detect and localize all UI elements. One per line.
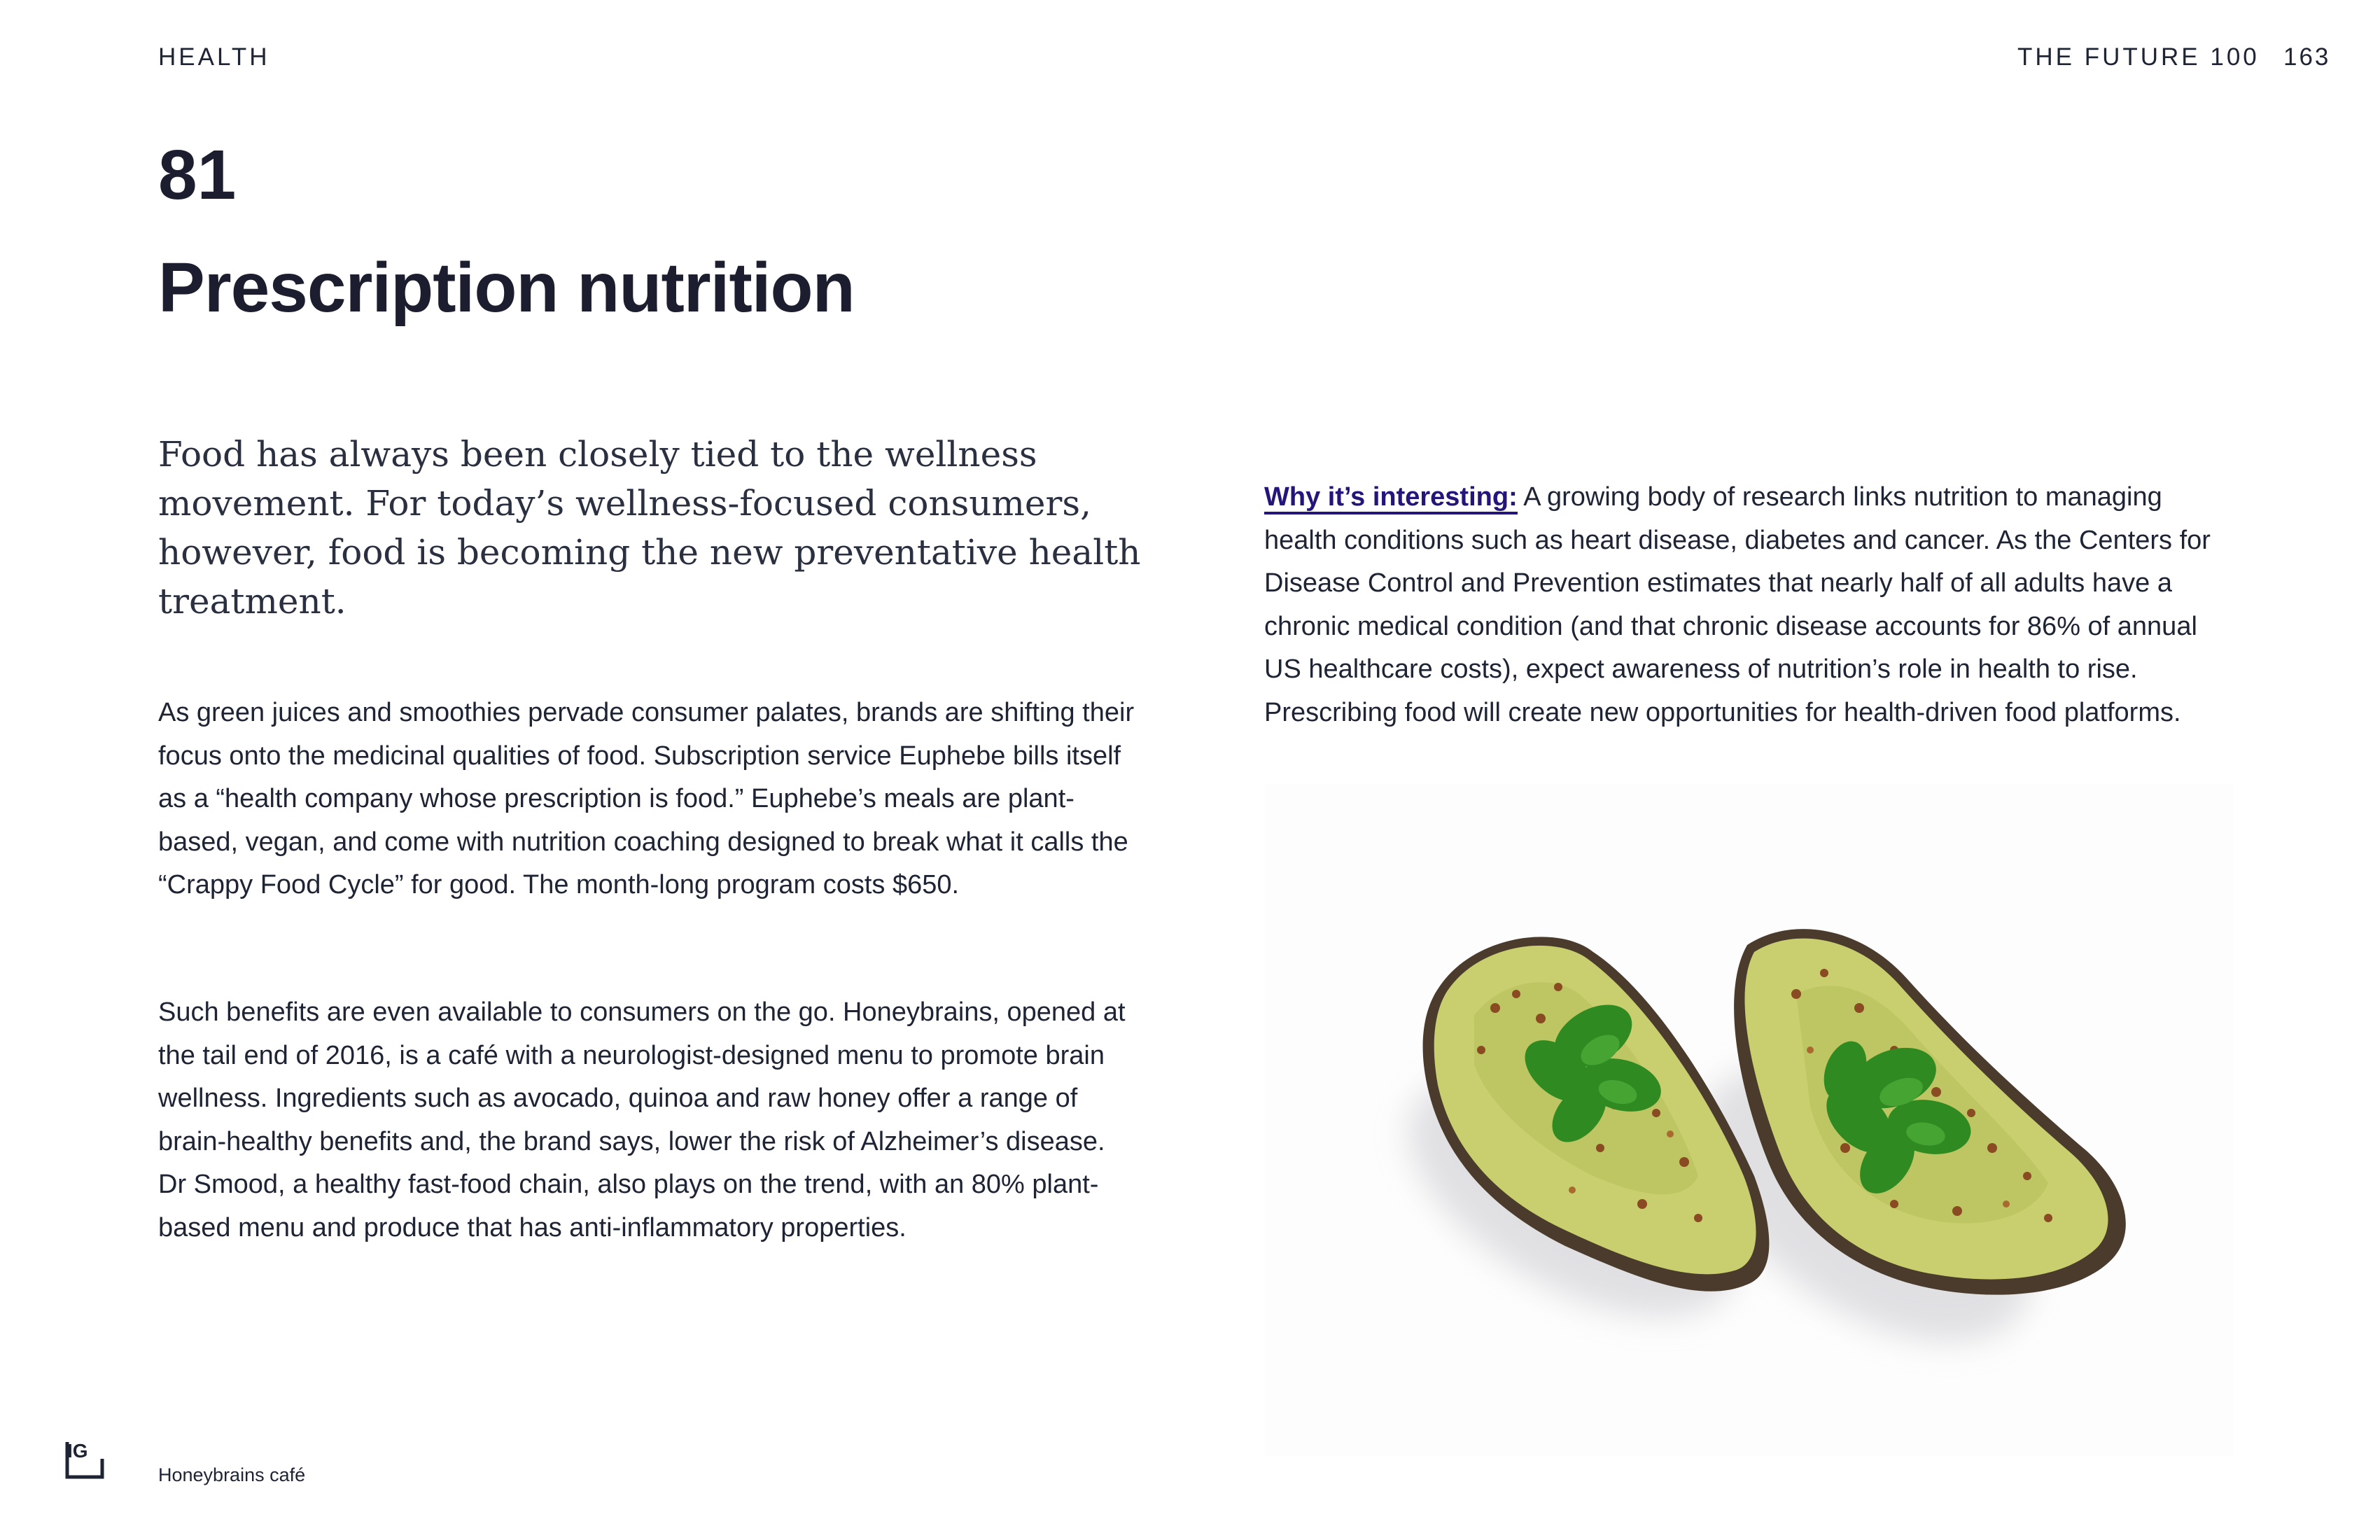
page-number: 163 — [2283, 43, 2331, 71]
why-interesting-label: Why it’s interesting: — [1264, 482, 1518, 514]
body-paragraph-1: As green juices and smoothies pervade consumer palates, brands are shifting their focus onto the medicinal qualities of food. Subscription service Euphebe bills itself as a “health company whose prescription is food.” Euphebe’s meals are plant-based, vegan, and come with nutrition coaching designed to break what it calls the “Crappy Food Cycle” for good. The month-long program costs $650. — [158, 698, 1135, 899]
section-label: HEALTH — [158, 43, 270, 71]
item-number: 81 — [158, 136, 237, 214]
why-interesting-block — [1264, 476, 2237, 734]
ig-logo-text: IG — [67, 1440, 88, 1462]
body-paragraph-2: Such benefits are even available to consumers on the go. Honeybrains, opened at the tail end of 2016, is a café with a neurologist-designed menu to promote brain wellness. Ingredients such as avocado, quinoa and raw honey offer a range of brain-healthy benefits and, the brand says, lower the risk of Alzheimer’s disease. Dr Smood, a healthy fast-food chain, also plays on the trend, with an 80% plant-based menu and produce that has anti-inflammatory properties. — [158, 997, 1126, 1242]
publication-title: THE FUTURE 100 — [2017, 43, 2260, 71]
photo-caption: Honeybrains café — [158, 1464, 306, 1485]
avocado-toast-photo — [1264, 784, 2233, 1456]
page-title: Prescription nutrition — [158, 248, 855, 327]
lead-paragraph: Food has always been closely tied to the wellness movement. For today’s wellness-focused consumers, however, food is becoming the new preventative health treatment. — [158, 434, 1141, 622]
ig-logo — [64, 1438, 105, 1480]
avocado-toast-image — [1264, 784, 2233, 1456]
why-interesting-text: A growing body of research links nutrition to managing health conditions such as heart disease, diabetes and cancer. As the Centers for Disease Control and Prevention estimates that nearly half of all adults have a chronic medical condition (and that chronic disease accounts for 86% of annual US healthcare costs), expect awareness of nutrition’s role in health to rise. Prescribing food will create new opportunities for health-driven food platforms. — [1264, 482, 2211, 727]
